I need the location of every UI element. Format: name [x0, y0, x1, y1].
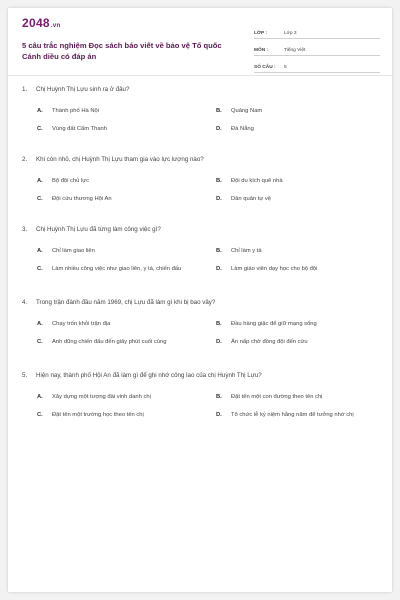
option-text: Đặt tên một con đường theo tên chị — [231, 393, 323, 400]
option-letter: B. — [216, 394, 222, 400]
option-a[interactable] — [22, 393, 201, 402]
option-text: Xây dựng một tượng đài vinh danh chị — [52, 393, 151, 400]
question-list — [22, 86, 380, 445]
meta-row-count — [254, 59, 380, 73]
option-letter: C. — [37, 266, 43, 272]
question-text: Hiện nay, thành phố Hội An đã làm gì để ghi nhớ công lao của chị Huỳnh Thị Lựu? — [36, 372, 262, 379]
option-b[interactable] — [201, 393, 380, 402]
option-letter: A. — [37, 394, 43, 400]
option-d[interactable] — [201, 195, 380, 204]
worksheet-page — [8, 8, 392, 592]
option-b[interactable] — [201, 177, 380, 186]
meta-label: SỐ CÂU : — [254, 65, 276, 70]
option-row — [22, 406, 380, 424]
option-letter: D. — [216, 339, 222, 345]
option-letter: A. — [37, 178, 43, 184]
question-stem — [22, 299, 380, 315]
option-letter: B. — [216, 321, 222, 327]
question-2 — [22, 156, 380, 226]
site-logo[interactable] — [22, 16, 60, 30]
option-text: Quảng Nam — [231, 107, 263, 114]
option-c[interactable] — [22, 125, 201, 134]
option-b[interactable] — [201, 107, 380, 116]
option-letter: C. — [37, 196, 43, 202]
option-text: Bộ đội chủ lực — [52, 177, 90, 184]
option-a[interactable] — [22, 107, 201, 116]
option-row — [22, 242, 380, 260]
option-letter: B. — [216, 108, 222, 114]
option-letter: A. — [37, 108, 43, 114]
meta-value: 5 — [284, 65, 287, 70]
option-text: Chỉ làm y tá — [231, 247, 262, 254]
option-text: Thành phố Hà Nội — [52, 107, 100, 114]
option-d[interactable] — [201, 125, 380, 134]
meta-row-grade — [254, 25, 380, 39]
question-stem — [22, 372, 380, 388]
question-number: 4. — [22, 299, 28, 306]
meta-label: MÔN : — [254, 48, 269, 53]
option-d[interactable] — [201, 411, 380, 420]
question-number: 5. — [22, 372, 28, 379]
option-d[interactable] — [201, 265, 380, 274]
option-text: Đội du kích quê nhà — [231, 177, 283, 184]
question-number: 1. — [22, 86, 28, 93]
question-3 — [22, 226, 380, 299]
option-row — [22, 260, 380, 278]
option-text: Làm giáo viên dạy học cho bộ đội — [231, 265, 318, 272]
option-row — [22, 102, 380, 120]
option-d[interactable] — [201, 338, 380, 347]
meta-label: LỚP : — [254, 31, 268, 36]
option-text: Làm nhiều công việc như giao liên, y tá, chiến đấu — [52, 265, 182, 272]
option-text: Đà Nẵng — [231, 125, 254, 132]
question-1 — [22, 86, 380, 156]
question-4 — [22, 299, 380, 372]
option-text: Chỉ làm giao liên — [52, 247, 95, 254]
option-row — [22, 333, 380, 351]
option-c[interactable] — [22, 265, 201, 274]
question-stem — [22, 86, 380, 102]
question-number: 2. — [22, 156, 28, 163]
option-letter: A. — [37, 248, 43, 254]
option-letter: D. — [216, 196, 222, 202]
option-text: Dân quân tự vệ — [231, 195, 271, 202]
option-letter: B. — [216, 178, 222, 184]
option-letter: B. — [216, 248, 222, 254]
option-a[interactable] — [22, 247, 201, 256]
logo-ext: .vn — [50, 23, 61, 29]
logo-text: 2048 — [22, 16, 50, 30]
option-row — [22, 388, 380, 406]
option-text: Đầu hàng giặc để giữ mạng sống — [231, 320, 317, 327]
option-text: Đội cứu thương Hội An — [52, 195, 112, 202]
option-row — [22, 172, 380, 190]
worksheet-title: 5 câu trắc nghiệm Đọc sách báo viết về bảo vệ Tổ quốc Cánh diều có đáp án — [22, 41, 222, 61]
question-text: Khi còn nhỏ, chị Huỳnh Thị Lựu tham gia vào lực lượng nào? — [36, 156, 204, 163]
option-c[interactable] — [22, 338, 201, 347]
question-text: Chị Huỳnh Thị Lựu sinh ra ở đâu? — [36, 86, 130, 93]
option-b[interactable] — [201, 247, 380, 256]
option-letter: A. — [37, 321, 43, 327]
option-c[interactable] — [22, 411, 201, 420]
option-text: Tổ chức lễ kỷ niệm hằng năm để tưởng nhớ chị — [231, 411, 354, 418]
option-letter: D. — [216, 266, 222, 272]
question-text: Trong trận đánh đầu năm 1969, chị Lựu đã làm gì khi bị bao vây? — [36, 299, 216, 306]
option-letter: C. — [37, 412, 43, 418]
option-c[interactable] — [22, 195, 201, 204]
option-row — [22, 190, 380, 208]
worksheet-header — [22, 16, 380, 70]
option-b[interactable] — [201, 320, 380, 329]
option-text: Anh dũng chiến đấu đến giây phút cuối cùng — [52, 338, 167, 345]
question-text: Chị Huỳnh Thị Lựu đã từng làm công việc gì? — [36, 226, 161, 233]
option-text: Chạy trốn khỏi trận địa — [52, 320, 111, 327]
meta-row-subject — [254, 42, 380, 56]
option-text: Vùng đất Cẩm Thanh — [52, 125, 107, 132]
question-number: 3. — [22, 226, 28, 233]
option-row — [22, 315, 380, 333]
option-a[interactable] — [22, 177, 201, 186]
meta-value: Tiếng Việt — [284, 48, 306, 53]
question-stem — [22, 226, 380, 242]
option-text: Ẩn nấp chờ đồng đội đến cứu — [231, 338, 308, 345]
option-letter: D. — [216, 412, 222, 418]
option-row — [22, 120, 380, 138]
option-letter: D. — [216, 126, 222, 132]
option-letter: C. — [37, 126, 43, 132]
question-5 — [22, 372, 380, 445]
question-stem — [22, 156, 380, 172]
worksheet-meta — [254, 25, 380, 76]
option-text: Đặt tên một trường học theo tên chị — [52, 411, 144, 418]
option-letter: C. — [37, 339, 43, 345]
option-a[interactable] — [22, 320, 201, 329]
meta-value: Lớp 3 — [284, 31, 297, 36]
header-divider — [8, 75, 392, 76]
